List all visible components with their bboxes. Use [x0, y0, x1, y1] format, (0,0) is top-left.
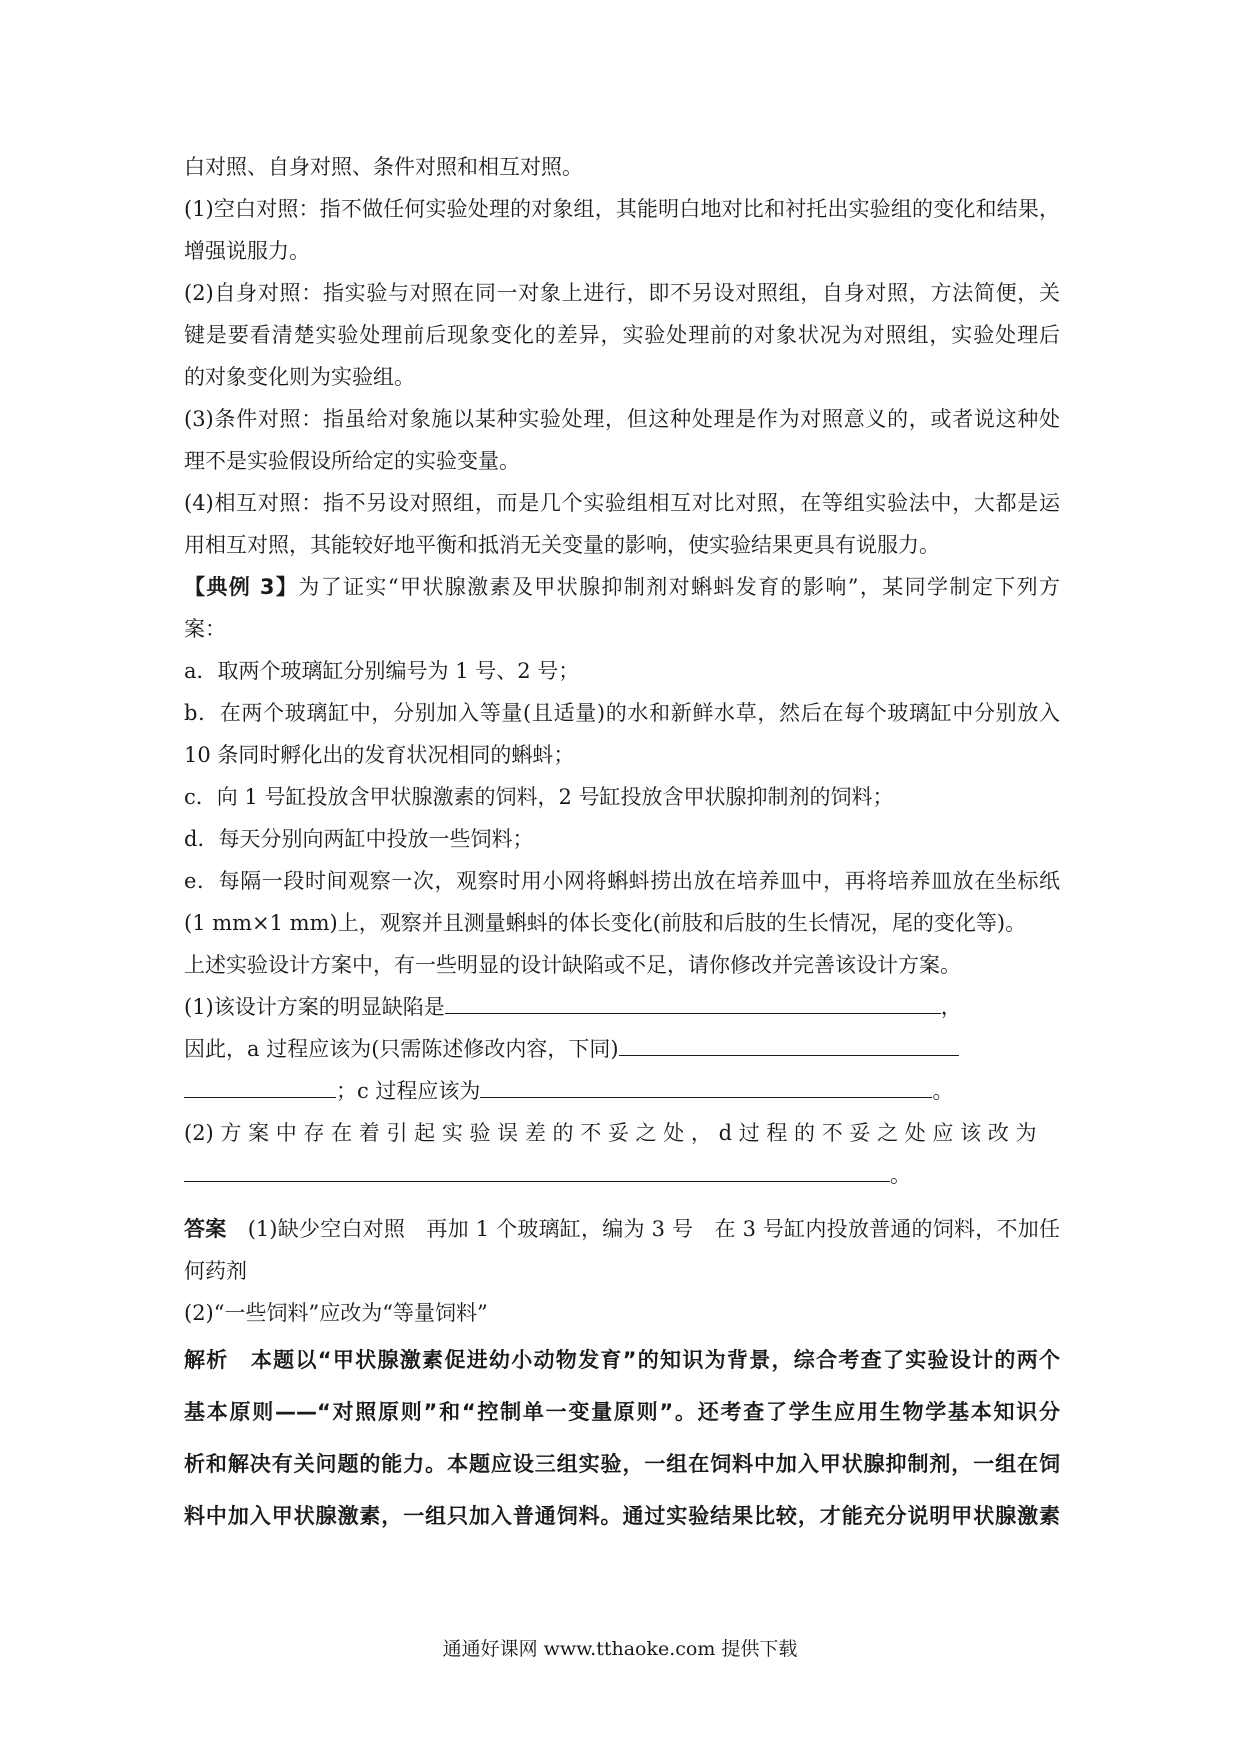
question-1-line-2 — [184, 1028, 1060, 1070]
item-1-line-2: 增强说服力。 — [184, 239, 310, 263]
answer-text-1: (1)缺少空白对照 再加 1 个玻璃缸，编为 3 号 在 3 号缸内投放普通的饲料，不加任 — [247, 1217, 1060, 1241]
answer-line-3: (2)“一些饲料”应改为“等量饲料” — [184, 1301, 488, 1325]
example-step-e-line-2: (1 mm×1 mm)上，观察并且测量蝌蚪的体长变化(前肢和后肢的生长情况，尾的变化等)。 — [184, 911, 1027, 935]
item-1 — [184, 188, 1060, 272]
question-1-punct: ， — [940, 995, 962, 1019]
example-step-a: a．取两个玻璃缸分别编号为 1 号、2 号； — [184, 659, 580, 683]
analysis-block — [184, 1334, 1060, 1542]
example-step-e-line-1: e．每隔一段时间观察一次，观察时用小网将蝌蚪捞出放在培养皿中，再将培养皿放在坐标纸 — [184, 869, 1060, 893]
item-3-line-1: (3)条件对照：指虽给对象施以某种实验处理，但这种处理是作为对照意义的，或者说这种处 — [184, 407, 1060, 431]
answer-block — [184, 1208, 1060, 1334]
question-1-c-prompt: ；c 过程应该为 — [336, 1079, 481, 1103]
answer-blank-2 — [619, 1031, 959, 1056]
analysis-label: 解析 — [184, 1348, 229, 1372]
example-task: 上述实验设计方案中，有一些明显的设计缺陷或不足，请你修改并完善该设计方案。 — [184, 953, 961, 977]
item-2 — [184, 272, 1060, 398]
answer-label: 答案 — [184, 1217, 227, 1241]
question-2-line-1: (2) 方 案 中 存 在 着 引 起 实 验 误 差 的 不 妥 之 处 ， d 过 程 的 不 妥 之 处 应 该 改 为 — [184, 1121, 1037, 1145]
example-step-b-line-2: 10 条同时孵化出的发育状况相同的蝌蚪； — [184, 743, 575, 767]
question-2-punct: 。 — [890, 1163, 911, 1187]
example-heading — [184, 566, 1060, 608]
answer-blank-1 — [445, 989, 941, 1014]
answer-blank-4 — [480, 1073, 932, 1098]
example-intro-cont: 案： — [184, 617, 226, 641]
item-4 — [184, 482, 1060, 566]
example-step-b-line-1: b．在两个玻璃缸中，分别加入等量(且适量)的水和新鲜水草，然后在每个玻璃缸中分别放入 — [184, 701, 1060, 725]
analysis-line-1 — [184, 1334, 1060, 1386]
analysis-line-2: 基本原则——“对照原则”和“控制单一变量原则”。还考查了学生应用生物学基本知识分 — [184, 1400, 1060, 1424]
document-body — [184, 146, 1060, 1542]
item-2-line-3: 的对象变化则为实验组。 — [184, 365, 415, 389]
item-3-line-2: 理不是实验假设所给定的实验变量。 — [184, 449, 520, 473]
page-footer: 通通好课网 www.tthaoke.com 提供下载 — [442, 1638, 798, 1660]
intro-line: 白对照、自身对照、条件对照和相互对照。 — [184, 155, 583, 179]
item-3 — [184, 398, 1060, 482]
item-1-line-1: (1)空白对照：指不做任何实验处理的对象组，其能明白地对比和衬托出实验组的变化和结果， — [184, 197, 1060, 221]
item-2-line-2: 键是要看清楚实验处理前后现象变化的差异，实验处理前的对象状况为对照组，实验处理后 — [184, 323, 1060, 347]
question-1-line-3 — [184, 1070, 1060, 1112]
analysis-line-4: 料中加入甲状腺激素，一组只加入普通饲料。通过实验结果比较，才能充分说明甲状腺激素 — [184, 1504, 1060, 1528]
question-1-line-1 — [184, 986, 1060, 1028]
answer-blank-5 — [184, 1157, 890, 1182]
question-1-prompt: (1)该设计方案的明显缺陷是 — [184, 995, 445, 1019]
example-intro: 为了证实“甲状腺激素及甲状腺抑制剂对蝌蚪发育的影响”，某同学制定下列方 — [298, 575, 1060, 599]
example-step-c: c．向 1 号缸投放含甲状腺激素的饲料，2 号缸投放含甲状腺抑制剂的饲料； — [184, 785, 894, 809]
question-1-c-punct: 。 — [932, 1079, 954, 1103]
analysis-line-3: 析和解决有关问题的能力。本题应设三组实验，一组在饲料中加入甲状腺抑制剂，一组在饲 — [184, 1452, 1060, 1476]
item-4-line-2: 用相互对照，其能较好地平衡和抵消无关变量的影响，使实验结果更具有说服力。 — [184, 533, 940, 557]
answer-line-2: 何药剂 — [184, 1259, 247, 1283]
question-2-line-2 — [184, 1154, 1060, 1196]
analysis-text-1: 本题以“甲状腺激素促进幼小动物发育”的知识为背景，综合考查了实验设计的两个 — [250, 1348, 1060, 1372]
item-2-line-1: (2)自身对照：指实验与对照在同一对象上进行，即不另设对照组，自身对照，方法简便，关 — [184, 281, 1060, 305]
question-1-a-prompt: 因此，a 过程应该为(只需陈述修改内容，下同) — [184, 1037, 619, 1061]
answer-blank-3 — [184, 1073, 336, 1098]
example-tag: 【典例 3】 — [184, 575, 299, 599]
example-block — [184, 566, 1060, 1196]
item-4-line-1: (4)相互对照：指不另设对照组，而是几个实验组相互对比对照，在等组实验法中，大都是运 — [184, 491, 1060, 515]
example-step-d: d．每天分别向两缸中投放一些饲料； — [184, 827, 534, 851]
answer-line-1 — [184, 1208, 1060, 1250]
